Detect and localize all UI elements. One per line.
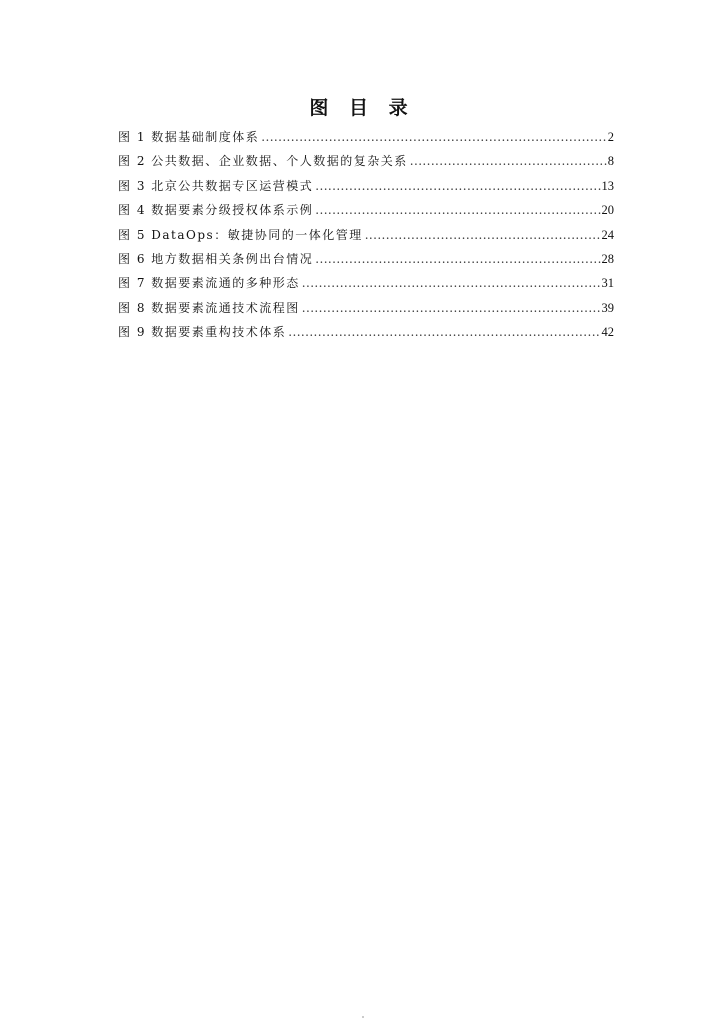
toc-entry-label: 图 3 北京公共数据专区运营模式 bbox=[118, 178, 314, 193]
toc-entry[interactable] bbox=[118, 323, 614, 347]
toc-entry-page: 2 bbox=[607, 130, 614, 144]
toc-entry-label: 图 9 数据要素重构技术体系 bbox=[118, 325, 287, 340]
toc-entry-page: 39 bbox=[601, 300, 614, 315]
toc-entry[interactable] bbox=[118, 299, 614, 323]
toc-entry-label: 图 4 数据要素分级授权体系示例 bbox=[118, 203, 314, 218]
toc-entry-label: 图 6 地方数据相关条例出台情况 bbox=[118, 251, 314, 266]
dot-leader bbox=[288, 325, 600, 339]
toc-entry-label: 图 1 数据基础制度体系 bbox=[118, 130, 260, 144]
toc-entry[interactable] bbox=[118, 250, 614, 274]
toc-entry-page: 42 bbox=[601, 325, 614, 340]
dot-leader bbox=[315, 203, 600, 217]
toc-entry-page: 28 bbox=[601, 251, 614, 266]
dot-leader bbox=[410, 154, 607, 168]
toc-entry-page: 8 bbox=[607, 154, 614, 169]
toc-entry-page: 24 bbox=[601, 227, 614, 242]
toc-entry[interactable] bbox=[118, 201, 614, 225]
figure-list bbox=[118, 128, 614, 348]
toc-entry-page: 13 bbox=[601, 178, 614, 193]
toc-entry[interactable] bbox=[118, 274, 614, 298]
dot-leader bbox=[315, 179, 600, 193]
toc-entry[interactable] bbox=[118, 177, 614, 201]
toc-entry-label: 图 7 数据要素流通的多种形态 bbox=[118, 276, 300, 291]
toc-entry-label: 图 5 DataOps：敏捷协同的一体化管理 bbox=[118, 227, 363, 242]
toc-entry-label: 图 2 公共数据、企业数据、个人数据的复杂关系 bbox=[118, 154, 408, 169]
dot-leader bbox=[302, 276, 601, 290]
dot-leader bbox=[261, 130, 606, 144]
toc-entry-label: 图 8 数据要素流通技术流程图 bbox=[118, 300, 300, 315]
page-footer-mark bbox=[362, 1016, 364, 1018]
page-title: 图 目 录 bbox=[309, 97, 415, 119]
dot-leader bbox=[315, 252, 600, 266]
toc-entry-page: 20 bbox=[601, 203, 614, 218]
toc-entry-page: 31 bbox=[601, 276, 614, 291]
toc-entry[interactable] bbox=[118, 152, 614, 176]
toc-entry[interactable] bbox=[118, 226, 614, 250]
dot-leader bbox=[302, 301, 601, 315]
toc-entry[interactable] bbox=[118, 128, 614, 152]
dot-leader bbox=[365, 228, 601, 242]
